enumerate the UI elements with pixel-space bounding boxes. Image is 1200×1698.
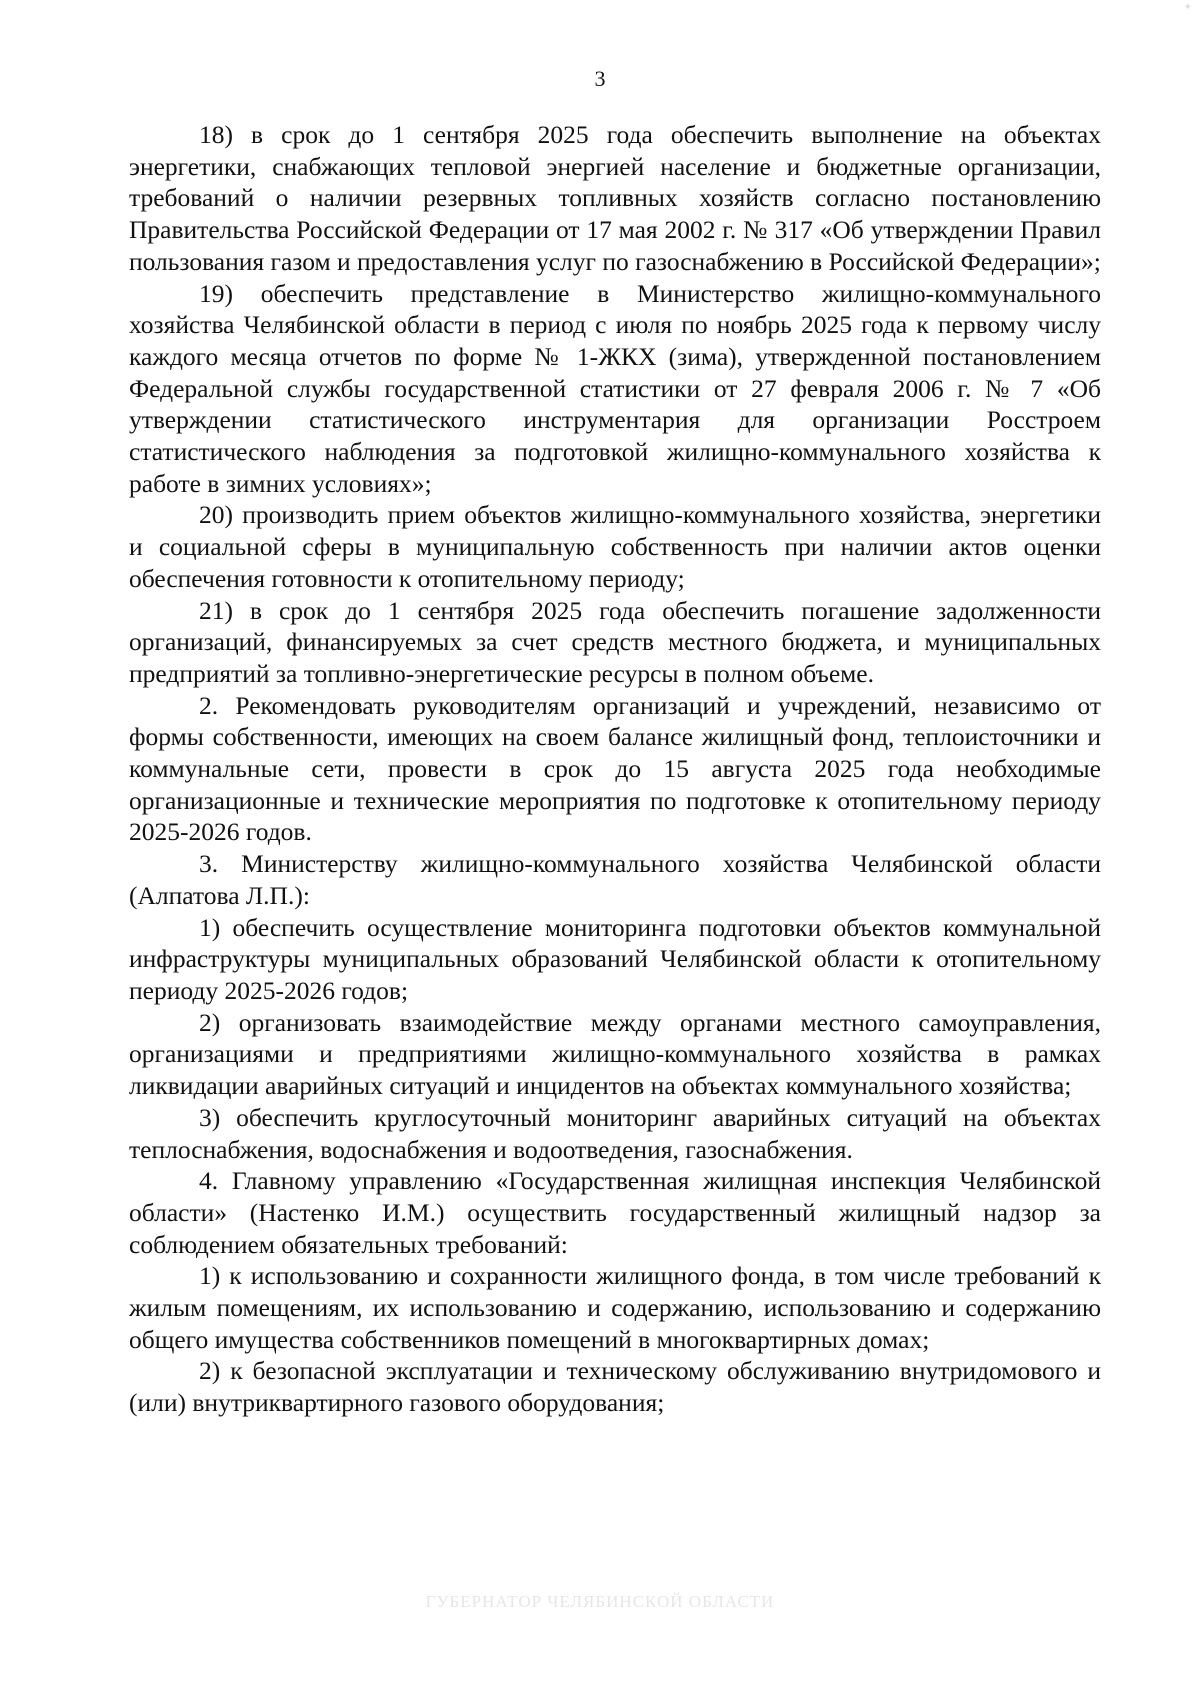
paragraph-section-4-item-2: 2) к безопасной эксплуатации и техническому обслуживанию внутридомового и (или) внутриквартирного газового оборудования; [129, 1356, 1101, 1418]
paragraph-section-3-item-1: 1) обеспечить осуществление мониторинга подготовки объектов коммунальной инфраструктуры муниципальных образований Челябинской области к отопительному периоду 2025-2026 годов; [129, 912, 1101, 1005]
page-number: 3 [594, 66, 606, 91]
paragraph-section-4-item-1: 1) к использованию и сохранности жилищного фонда, в том числе требований к жилым помещениям, их использованию и содержанию, использованию и содержанию общего имущества собственников помещений в многоквартирных домах; [129, 1261, 1101, 1354]
paragraph-section-2: 2. Рекомендовать руководителям организаций и учреждений, независимо от формы собственности, имеющих на своем балансе жилищный фонд, теплоисточники и коммунальные сети, провести в срок до 15 августа 2025 года необходимые организационные и технические мероприятия по подготовке к отопительному периоду 2025-2026 годов. [129, 690, 1101, 847]
paragraph-section-3: 3. Министерству жилищно-коммунального хозяйства Челябинской области (Алпатова Л.П.): [129, 849, 1101, 910]
paragraph-item-18: 18) в срок до 1 сентября 2025 года обеспечить выполнение на объектах энергетики, снабжающих тепловой энергией население и бюджетные организации, требований о наличии резервных топливных хозяйств согласно постановлению Правительства Российской Федерации от 17 мая 2002 г. № 317 «Об утверждении Правил пользования газом и предоставления услуг по газоснабжению в Российской Федерации»; [129, 120, 1101, 276]
paragraph-section-4: 4. Главному управлению «Государственная жилищная инспекция Челябинской области» (Настенко И.М.) осуществить государственный жилищный надзор за соблюдением обязательных требований: [129, 1166, 1101, 1259]
paragraph-item-20: 20) производить прием объектов жилищно-коммунального хозяйства, энергетики и социальной сферы в муниципальную собственность при наличии актов оценки обеспечения готовности к отопительному периоду; [129, 500, 1101, 593]
paragraph-section-3-item-2: 2) организовать взаимодействие между органами местного самоуправления, организациями и предприятиями жилищно-коммунального хозяйства в рамках ликвидации аварийных ситуаций и инцидентов на объектах коммунального хозяйства; [129, 1007, 1101, 1101]
scan-corner-mark: ✦ [1183, 2, 1192, 13]
paragraph-section-3-item-3: 3) обеспечить круглосуточный мониторинг аварийных ситуаций на объектах теплоснабжения, водоснабжения и водоотведения, газоснабжения. [129, 1102, 1101, 1164]
paragraph-item-21: 21) в срок до 1 сентября 2025 года обеспечить погашение задолженности организаций, финансируемых за счет средств местного бюджета, и муниципальных предприятий за топливно-энергетические ресурсы в полном объеме. [129, 595, 1101, 688]
document-body [129, 119, 1101, 1419]
paragraph-item-19: 19) обеспечить представление в Министерство жилищно-коммунального хозяйства Челябинской области в период с июля по ноябрь 2025 года к первому числу каждого месяца отчетов по форме № 1-ЖКХ (зима), утвержденной постановлением Федеральной службы государственной статистики от 27 февраля 2006 г. № 7 «Об утверждении статистического инструментария для организации Росстроем статистического наблюдения за подготовкой жилищно-коммунального хозяйства к работе в зимних условиях»; [129, 278, 1101, 498]
footer-watermark-stamp: ГУБЕРНАТОР ЧЕЛЯБИНСКОЙ ОБЛАСТИ [425, 1592, 775, 1611]
